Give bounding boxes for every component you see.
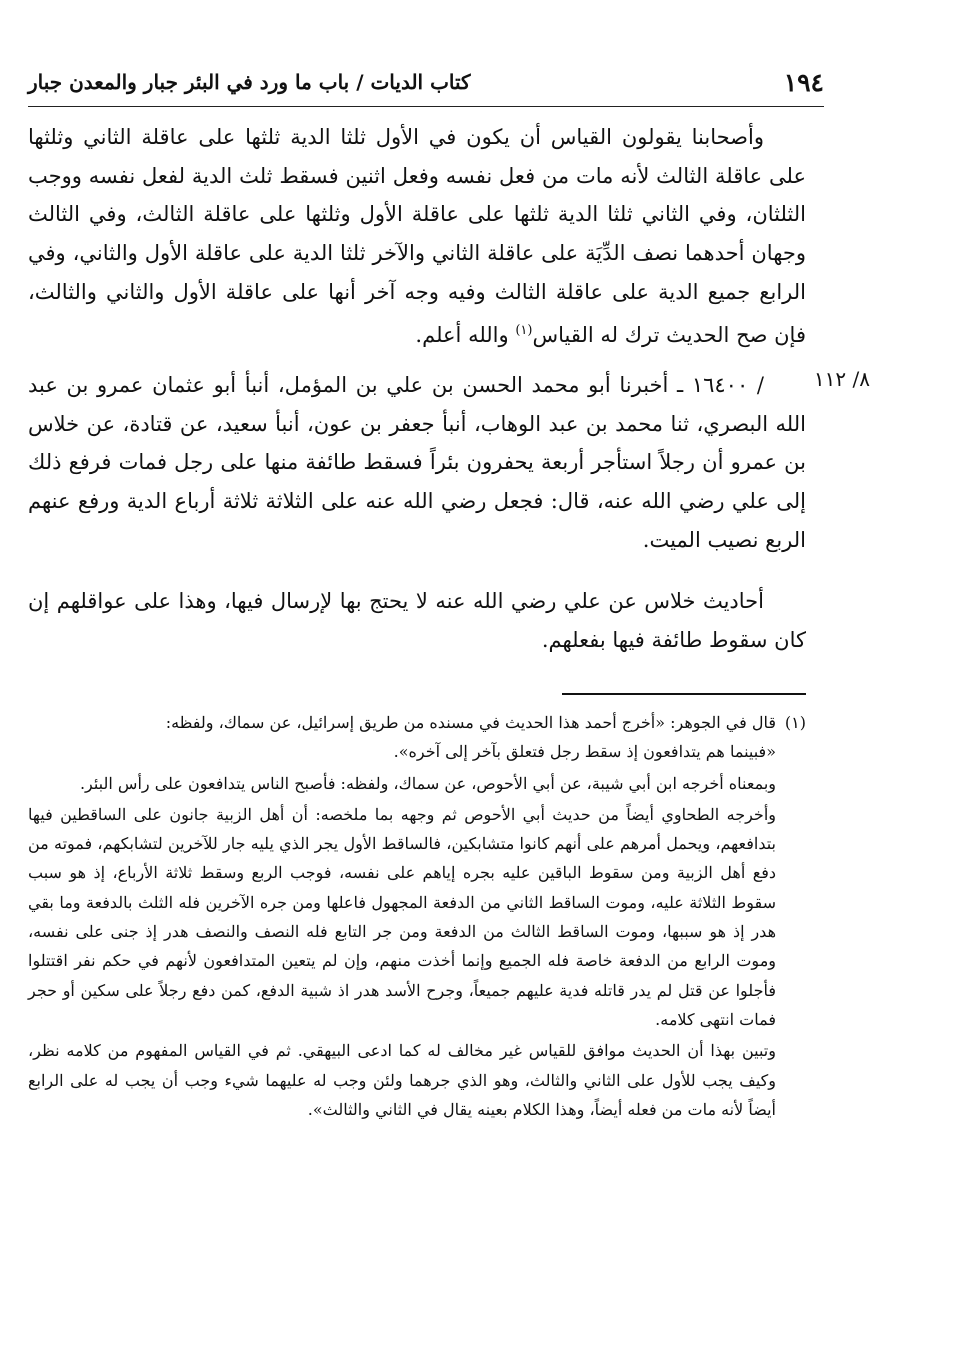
body-paragraph-2 [28, 366, 806, 560]
footnote-reference: (١) [515, 322, 533, 338]
footnote-1-paragraph-3: وأخرجه الطحاوي أيضاً من حديث أبي الأحوص ثم وجهه بما ملخصه: أن أهل الزبية جانون على الساقطين فيها بتدافعهم، ويحمل أمرهم على أنهم كانوا متشابكين، فالساقط الأول يجر الذي يليه جار للآخرين لتشابكهم، فموته من دفع أهل الزبية ومن سقوط الباقين عليه بجره إياهم على نفسه، فوجب الربع وسقط ثلاثة الأرباع، إذ هو سبب سقوط الثلاثة عليه، وموت الساقط الثاني من الدفعة المجهول فاعلها ومن جره الآخرين فله الثلث بالدفعة وما بقي هدر إذ هو سببها، وموت الساقط الثالث من الدفعة ومن جر التابع فله النصف والنصف هدر إذ جنى على نفسه، وموت الرابع من الدفعة خاصة فله الجميع وإنما أخذت منهم، وإن لم يتعين المتدافعون لأنهم في حكم نفر اقتتلوا فأجلوا عن قتل لم يدر قاتله فدية عليهم جميعاً، وجرح الأسد هدر اذ شبية الدفع، كمن دفع رجلاً على سكين أو حجر فمات انتهى كلامه. [28, 804, 777, 1029]
margin-reference: ٨/ ١١٢ [813, 367, 870, 391]
footnotes-section [28, 708, 806, 1126]
footnote-divider [562, 693, 806, 695]
running-title: كتاب الديات / باب ما ورد في البئر جبار والمعدن جبار [28, 70, 471, 94]
page-number: ١٩٤ [783, 68, 824, 97]
running-header [28, 66, 824, 107]
commentary-text: أحاديث خلاس عن علي رضي الله عنه لا يحتج بها لإرسال فيها، وهذا على عواقلهم إن كان سقوط طائفة فيها بفعلهم. [28, 589, 806, 652]
footnote-1-intro-text: قال في الجوهر: «أخرج أحمد هذا الحديث في مسنده من طريق إسرائيل، عن سماك، ولفظه: [165, 713, 776, 732]
paragraph-1-text: وأصحابنا يقولون القياس أن يكون في الأول ثلثا الدية ثلثها على عاقلة الثاني وثلثها على عاقلة الثالث لأنه مات من فعل نفسه وفعل اثنين فسقط ثلث الدية لفعل نفسه ووجب الثلثان، وفي الثاني ثلثا الدية ثلثها على عاقلة الأول وثلثها على عاقلة الثالث، وفي الثالث وجهان أحدهما نصف الدِّيَة على عاقلة الثاني والآخر ثلثا الدية على عاقلة الأول والثاني، وفي الرابع جميع الدية على عاقلة الثالث وفيه وجه آخر أنها على عاقلة الأول والثاني والثالث، فإن صح الحديث ترك له القياس [28, 125, 806, 347]
footnote-1-quote: «فبينما هم يتدافعون إذ سقط رجل فتعلق بآخر إلى آخره». [393, 742, 776, 762]
hadith-text: ١٦٤٠٠ ـ أخبرنا أبو محمد الحسن بن علي بن المؤمل، أنبأ أبو عثمان عمرو بن عبد الله البصري، ثنا محمد بن عبد الوهاب، أنبأ جعفر بن عون، أنبأ سعيد، عن قتادة، عن خلاس بن عمرو أن رجلاً استأجر أربعة يحفرون بئراً فسقط طائفة منها على رجل فمات فرفع ذلك إلى علي رضي الله عنه، قال: فجعل رضي الله عنه على الثلاثة ثلاثة أرباع الدية ورفع عنهم الربع نصيب الميت. [28, 373, 806, 552]
paragraph-1-ending: والله أعلم. [415, 322, 516, 347]
page-break-slash: / [748, 373, 764, 397]
footnote-1-intro [28, 708, 806, 767]
body-paragraph-3 [28, 582, 806, 659]
footnote-1-paragraph-4: وتبين بهذا أن الحديث موافق للقياس غير مخالف له كما ادعى البيهقي. ثم في القياس المفهوم من كلامه نظر، وكيف يجب للأول على الثاني والثالث، وهو الذي جرهما ولئن وجب له عليهما شيء وجب أن يجب له على الرابع أيضاً لأنه مات من فعله أيضاً، وهذا الكلام بعينه يقال في الثاني والثالث». [28, 1041, 776, 1119]
footnote-marker: (١) [784, 713, 806, 732]
footnote-1-paragraph-2: وبمعناه أخرجه ابن أبي شيبة، عن أبي الأحوص، عن سماك، ولفظه: فأصبح الناس يتدافعون على رأس البئر. [79, 773, 776, 793]
body-paragraph-1 [28, 118, 806, 354]
